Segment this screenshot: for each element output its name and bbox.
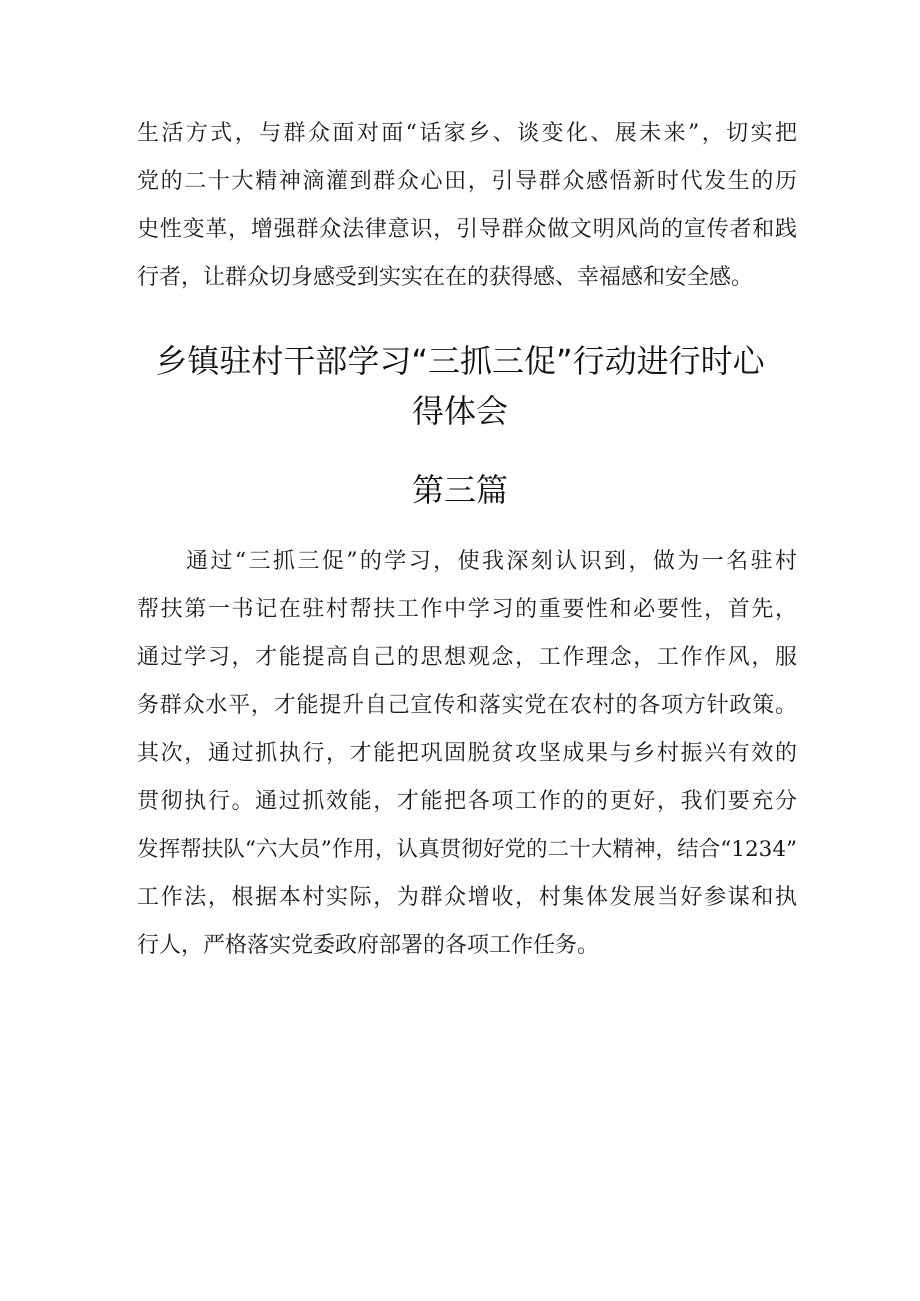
article-subtitle: 第三篇 [411, 471, 508, 509]
article-title-line-1: 乡镇驻村干部学习“三抓三促”行动进行时心 [155, 342, 765, 380]
paragraph-line: 帮扶第一书记在驻村帮扶工作中学习的重要性和必要性，首先， [137, 597, 797, 622]
article-title-line-2: 得体会 [411, 392, 508, 430]
paragraph-line: 工作法，根据本村实际，为群众增收，村集体发展当好参谋和执 [137, 885, 797, 910]
paragraph-line: 通过“三抓三促”的学习，使我深刻认识到，做为一名驻村 [186, 549, 797, 574]
paragraph-line: 行人，严格落实党委政府部署的各项工作任务。 [137, 933, 600, 958]
paragraph-line: 务群众水平，才能提升自己宣传和落实党在农村的各项方针政策。 [137, 693, 797, 718]
paragraph-line: 生活方式，与群众面对面“话家乡、谈变化、展未来”，切实把 [137, 121, 797, 146]
paragraph-line: 党的二十大精神滴灌到群众心田，引导群众感悟新时代发生的历 [137, 169, 797, 194]
paragraph-line: 贯彻执行。通过抓效能，才能把各项工作的的更好，我们要充分 [137, 789, 797, 814]
paragraph-line: 其次，通过抓执行，才能把巩固脱贫攻坚成果与乡村振兴有效的 [137, 741, 797, 766]
paragraph-line: 发挥帮扶队“六大员”作用，认真贯彻好党的二十大精神，结合“1234” [137, 837, 797, 862]
paragraph-line: 通过学习，才能提高自己的思想观念，工作理念，工作作风，服 [137, 645, 797, 670]
paragraph-line: 史性变革，增强群众法律意识，引导群众做文明风尚的宣传者和践 [137, 217, 797, 242]
paragraph-line: 行者，让群众切身感受到实实在在的获得感、幸福感和安全感。 [137, 265, 754, 290]
